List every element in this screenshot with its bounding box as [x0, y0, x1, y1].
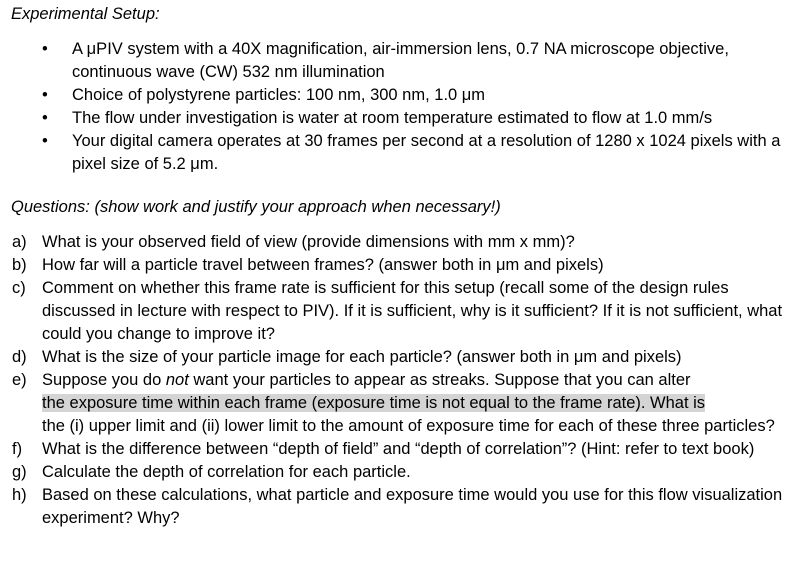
question-text: the (i) upper limit and (ii) lower limit to the amount of exposure time for each of these three particles? [42, 417, 775, 435]
question-d [0, 346, 806, 369]
question-marker: c) [12, 279, 26, 297]
highlighted-text: the exposure time within each frame (exposure time is not equal to the frame rate). What is [42, 394, 706, 412]
setup-bullet-item [0, 107, 806, 130]
question-f [0, 438, 806, 461]
questions-list [0, 231, 806, 530]
question-marker: d) [12, 348, 27, 366]
setup-bullet-item [0, 38, 806, 84]
question-text: Suppose you do [42, 371, 166, 389]
question-text: Comment on whether this frame rate is sufficient for this setup (recall some of the design rules discussed in lecture with respect to PIV). If it is sufficient, why is it sufficient? If it is not sufficient, what could you change to improve it? [42, 279, 783, 343]
question-e [0, 369, 806, 438]
question-text: What is the difference between “depth of field” and “depth of correlation”? (Hint: refer to text book) [42, 440, 755, 458]
question-text: What is your observed field of view (provide dimensions with mm x mm)? [42, 233, 575, 251]
question-marker: h) [12, 486, 27, 504]
question-text: Calculate the depth of correlation for each particle. [42, 463, 411, 481]
bullet-icon: • [42, 132, 48, 150]
question-g [0, 461, 806, 484]
question-b [0, 254, 806, 277]
emphasis-text: not [165, 371, 189, 389]
question-c [0, 277, 806, 346]
question-a [0, 231, 806, 254]
setup-heading: Experimental Setup: [11, 5, 160, 23]
question-text-line [42, 392, 796, 415]
setup-bullet-item [0, 130, 806, 176]
question-h [0, 484, 806, 530]
bullet-icon: • [42, 40, 48, 58]
question-text: What is the size of your particle image for each particle? (answer both in μm and pixels) [42, 348, 682, 366]
setup-bullet-list [0, 38, 806, 176]
question-text: How far will a particle travel between frames? (answer both in μm and pixels) [42, 256, 604, 274]
question-marker: g) [12, 463, 27, 481]
bullet-icon: • [42, 109, 48, 127]
question-marker: b) [12, 256, 27, 274]
setup-bullet-item [0, 84, 806, 107]
question-text-line [42, 369, 796, 392]
question-marker: a) [12, 233, 27, 251]
questions-heading: Questions: (show work and justify your approach when necessary!) [11, 198, 501, 216]
setup-bullet-text: Choice of polystyrene particles: 100 nm, 300 nm, 1.0 μm [72, 86, 486, 104]
question-marker: f) [12, 440, 23, 458]
question-text: want your particles to appear as streaks. Suppose that you can alter [188, 371, 691, 389]
setup-bullet-text: The flow under investigation is water at room temperature estimated to flow at 1.0 mm/s [72, 109, 713, 127]
setup-bullet-text: A μPIV system with a 40X magnification, air-immersion lens, 0.7 NA microscope objective, continuous wave (CW) 532 nm illumination [72, 40, 729, 81]
setup-bullet-text: Your digital camera operates at 30 frames per second at a resolution of 1280 x 1024 pixels with a pixel size of 5.2 μm. [72, 132, 781, 173]
bullet-icon: • [42, 86, 48, 104]
question-marker: e) [12, 371, 27, 389]
question-text: Based on these calculations, what particle and exposure time would you use for this flow visualization experiment? Why? [42, 486, 783, 527]
